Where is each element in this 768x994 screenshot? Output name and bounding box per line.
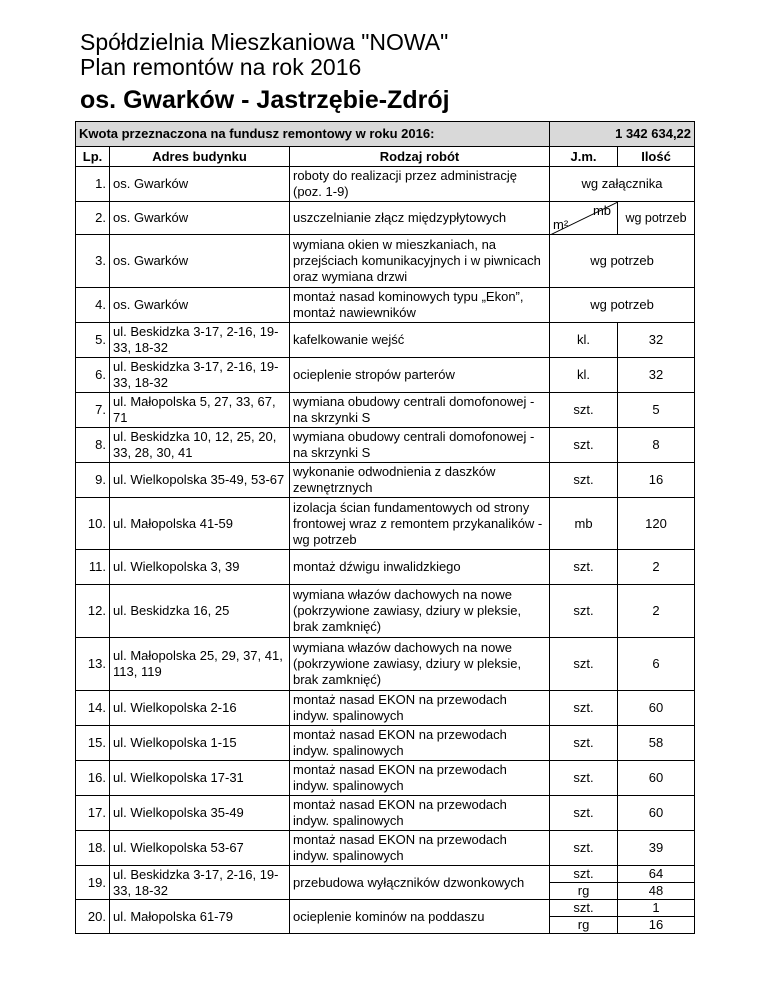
row-quantity: 120 — [618, 498, 695, 550]
row-address: ul. Beskidzka 10, 12, 25, 20, 33, 28, 30, 41 — [110, 428, 290, 463]
header-unit: J.m. — [550, 147, 618, 167]
table-row — [76, 235, 695, 288]
row-quantity: 2 — [618, 585, 695, 638]
row-address: ul. Małopolska 41-59 — [110, 498, 290, 550]
table-row — [76, 428, 695, 463]
table-row — [76, 831, 695, 866]
row-work: montaż dźwigu inwalidzkiego — [290, 550, 550, 585]
row-unit: rg — [550, 883, 618, 900]
unit-bottom: m² — [553, 217, 569, 232]
row-quantity: 16 — [618, 917, 695, 934]
table-row — [76, 638, 695, 691]
cooperative-name: Spółdzielnia Mieszkaniowa "NOWA" — [80, 29, 449, 55]
row-address: ul. Małopolska 61-79 — [110, 900, 290, 934]
row-quantity: 58 — [618, 726, 695, 761]
table-row — [76, 866, 695, 883]
row-work: montaż nasad EKON na przewodach indyw. spalinowych — [290, 761, 550, 796]
table-row — [76, 288, 695, 323]
row-work: montaż nasad EKON na przewodach indyw. spalinowych — [290, 796, 550, 831]
row-address: ul. Beskidzka 3-17, 2-16, 19-33, 18-32 — [110, 323, 290, 358]
row-unit: szt. — [550, 550, 618, 585]
row-number: 10. — [76, 498, 110, 550]
row-address: ul. Wielkopolska 3, 39 — [110, 550, 290, 585]
row-number: 19. — [76, 866, 110, 900]
row-work: montaż nasad EKON na przewodach indyw. spalinowych — [290, 691, 550, 726]
row-address: os. Gwarków — [110, 202, 290, 235]
row-unit: szt. — [550, 585, 618, 638]
row-unit: szt. — [550, 726, 618, 761]
row-number: 12. — [76, 585, 110, 638]
row-quantity: 60 — [618, 691, 695, 726]
row-unit-diagonal — [550, 202, 618, 235]
header-lp: Lp. — [76, 147, 110, 167]
row-quantity: 1 — [618, 900, 695, 917]
row-work: izolacja ścian fundamentowych od strony frontowej wraz z remontem przykanalików - wg potrzeb — [290, 498, 550, 550]
header-address: Adres budynku — [110, 147, 290, 167]
row-unit-quantity: wg załącznika — [550, 167, 695, 202]
row-number: 20. — [76, 900, 110, 934]
row-number: 6. — [76, 358, 110, 393]
table-row — [76, 358, 695, 393]
plan-title: Plan remontów na rok 2016 — [80, 54, 362, 80]
row-number: 1. — [76, 167, 110, 202]
row-address: os. Gwarków — [110, 167, 290, 202]
row-work: wymiana włazów dachowych na nowe (pokrzywione zawiasy, dziury w pleksie, brak zamknięć) — [290, 638, 550, 691]
row-address: ul. Wielkopolska 53-67 — [110, 831, 290, 866]
row-unit: szt. — [550, 866, 618, 883]
row-number: 2. — [76, 202, 110, 235]
row-unit-quantity: wg potrzeb — [550, 235, 695, 288]
row-number: 13. — [76, 638, 110, 691]
row-work: wymiana włazów dachowych na nowe (pokrzywione zawiasy, dziury w pleksie, brak zamknięć) — [290, 585, 550, 638]
table-row — [76, 726, 695, 761]
row-unit-quantity: wg potrzeb — [550, 288, 695, 323]
row-work: ocieplenie kominów na poddaszu — [290, 900, 550, 934]
row-work: montaż nasad kominowych typu „Ekon”, montaż nawiewników — [290, 288, 550, 323]
row-unit: mb — [550, 498, 618, 550]
row-quantity: 60 — [618, 796, 695, 831]
row-address: ul. Wielkopolska 35-49, 53-67 — [110, 463, 290, 498]
row-work: przebudowa wyłączników dzwonkowych — [290, 866, 550, 900]
fund-amount: 1 342 634,22 — [550, 122, 695, 147]
table-row — [76, 393, 695, 428]
row-quantity: wg potrzeb — [618, 202, 695, 235]
row-unit: szt. — [550, 463, 618, 498]
row-number: 16. — [76, 761, 110, 796]
row-unit: szt. — [550, 691, 618, 726]
row-work: uszczelnianie złącz międzypłytowych — [290, 202, 550, 235]
row-address: ul. Małopolska 5, 27, 33, 67, 71 — [110, 393, 290, 428]
table-row — [76, 167, 695, 202]
table-header — [76, 147, 695, 167]
row-address: ul. Wielkopolska 17-31 — [110, 761, 290, 796]
row-work: wymiana obudowy centrali domofonowej - na skrzynki S — [290, 393, 550, 428]
row-quantity: 39 — [618, 831, 695, 866]
table-row — [76, 900, 695, 917]
row-address: os. Gwarków — [110, 288, 290, 323]
row-address: ul. Beskidzka 3-17, 2-16, 19-33, 18-32 — [110, 358, 290, 393]
row-number: 11. — [76, 550, 110, 585]
row-quantity: 32 — [618, 323, 695, 358]
row-number: 3. — [76, 235, 110, 288]
row-address: ul. Beskidzka 3-17, 2-16, 19-33, 18-32 — [110, 866, 290, 900]
row-quantity: 6 — [618, 638, 695, 691]
table-row — [76, 585, 695, 638]
row-unit: szt. — [550, 638, 618, 691]
row-work: kafelkowanie wejść — [290, 323, 550, 358]
row-unit: kl. — [550, 358, 618, 393]
row-unit: szt. — [550, 393, 618, 428]
row-address: os. Gwarków — [110, 235, 290, 288]
row-unit: szt. — [550, 831, 618, 866]
table-row — [76, 202, 695, 235]
row-quantity: 2 — [618, 550, 695, 585]
row-quantity: 32 — [618, 358, 695, 393]
row-number: 15. — [76, 726, 110, 761]
row-number: 7. — [76, 393, 110, 428]
unit-top: mb — [592, 203, 612, 218]
row-number: 14. — [76, 691, 110, 726]
header-qty: Ilość — [618, 147, 695, 167]
table-row — [76, 463, 695, 498]
row-number: 17. — [76, 796, 110, 831]
estate-title: os. Gwarków - Jastrzębie-Zdrój — [80, 86, 450, 114]
row-quantity: 8 — [618, 428, 695, 463]
row-unit: rg — [550, 917, 618, 934]
row-quantity: 48 — [618, 883, 695, 900]
row-number: 8. — [76, 428, 110, 463]
row-unit: szt. — [550, 900, 618, 917]
table-row — [76, 498, 695, 550]
row-number: 18. — [76, 831, 110, 866]
row-unit: kl. — [550, 323, 618, 358]
row-address: ul. Wielkopolska 35-49 — [110, 796, 290, 831]
row-quantity: 64 — [618, 866, 695, 883]
row-work: montaż nasad EKON na przewodach indyw. spalinowych — [290, 831, 550, 866]
row-work: wykonanie odwodnienia z daszków zewnętrznych — [290, 463, 550, 498]
row-quantity: 16 — [618, 463, 695, 498]
table-row — [76, 691, 695, 726]
table-row — [76, 550, 695, 585]
row-unit: szt. — [550, 796, 618, 831]
header-work: Rodzaj robót — [290, 147, 550, 167]
row-work: montaż nasad EKON na przewodach indyw. spalinowych — [290, 726, 550, 761]
row-quantity: 60 — [618, 761, 695, 796]
fund-label: Kwota przeznaczona na fundusz remontowy w roku 2016: — [76, 122, 550, 147]
row-quantity: 5 — [618, 393, 695, 428]
table-row — [76, 796, 695, 831]
row-work: roboty do realizacji przez administrację (poz. 1-9) — [290, 167, 550, 202]
table-row — [76, 323, 695, 358]
row-number: 4. — [76, 288, 110, 323]
row-address: ul. Wielkopolska 2-16 — [110, 691, 290, 726]
row-unit: szt. — [550, 428, 618, 463]
row-unit: szt. — [550, 761, 618, 796]
row-address: ul. Beskidzka 16, 25 — [110, 585, 290, 638]
renovation-plan-table — [75, 121, 695, 934]
row-number: 5. — [76, 323, 110, 358]
row-address: ul. Wielkopolska 1-15 — [110, 726, 290, 761]
row-work: wymiana obudowy centrali domofonowej - na skrzynki S — [290, 428, 550, 463]
row-work: ocieplenie stropów parterów — [290, 358, 550, 393]
row-address: ul. Małopolska 25, 29, 37, 41, 113, 119 — [110, 638, 290, 691]
fund-row — [76, 122, 695, 147]
row-number: 9. — [76, 463, 110, 498]
table-row — [76, 761, 695, 796]
row-work: wymiana okien w mieszkaniach, na przejściach komunikacyjnych i w piwnicach oraz wymiana drzwi — [290, 235, 550, 288]
